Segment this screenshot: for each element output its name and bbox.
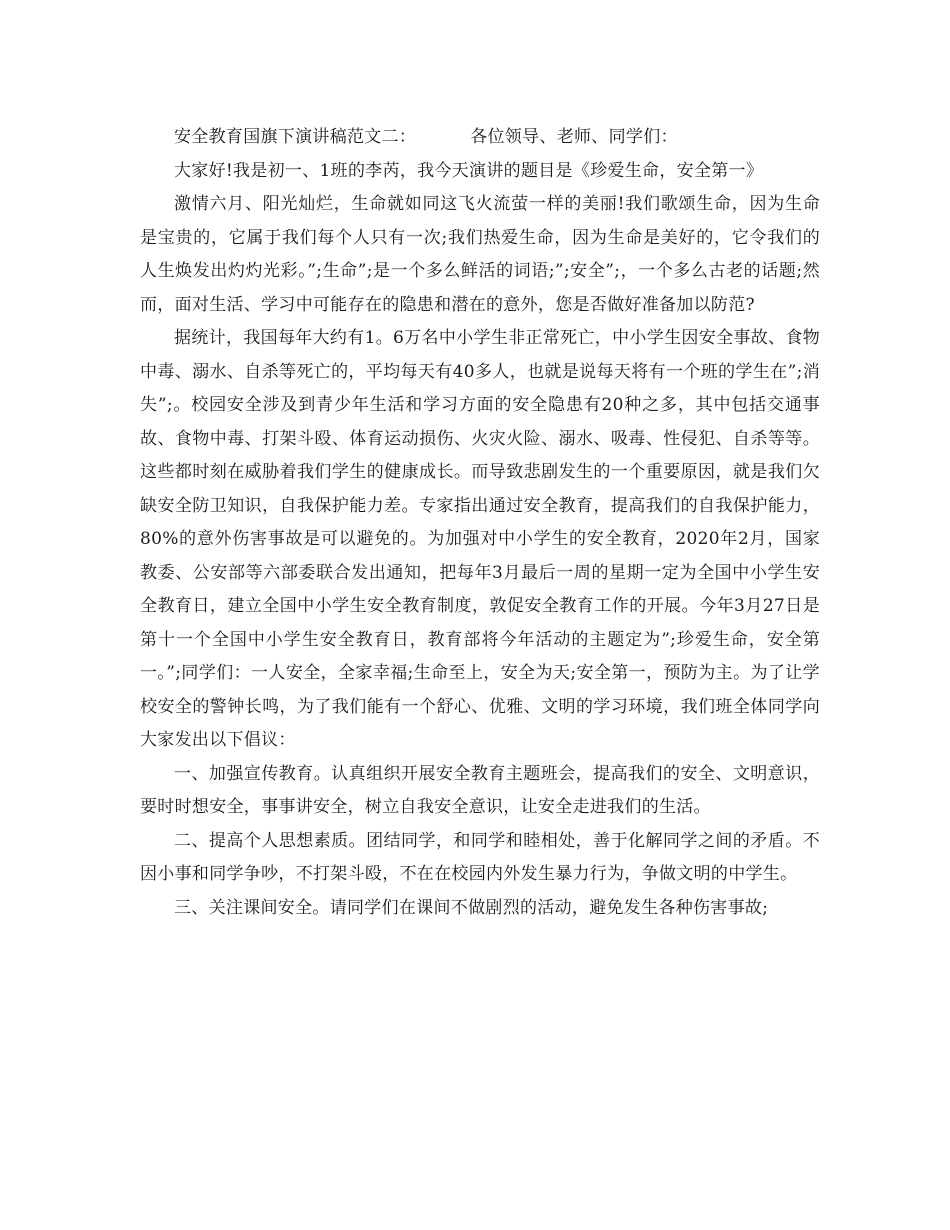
salutation: 各位领导、老师、同学们： xyxy=(470,127,678,147)
paragraph-2: 激情六月、阳光灿烂，生命就如同这飞火流萤一样的美丽!我们歌颂生命，因为生命是宝贵的，它属于我们每个人只有一次;我们热爱生命，因为生命是美好的，它令我们的人生焕发出灼灼光彩。”;生命”;是一个多么鲜活的词语;”;安全”;，一个多么古老的话题;然而，面对生活、学习中可能存在的隐患和潜在的意外，您是否做好准备加以防范? xyxy=(140,194,820,315)
paragraph-4: 一、加强宣传教育。认真组织开展安全教育主题班会，提高我们的安全、文明意识，要时时想安全，事事讲安全，树立自我安全意识，让安全走进我们的生活。 xyxy=(140,763,820,817)
document-body xyxy=(140,121,820,925)
paragraph-1: 大家好!我是初一、1班的李芮，我今天演讲的题目是《珍爱生命，安全第一》 xyxy=(174,160,764,181)
paragraph-3: 据统计，我国每年大约有1。6万名中小学生非正常死亡，中小学生因安全事故、食物中毒、溺水、自杀等死亡的，平均每天有40多人，也就是说每天将有一个班的学生在”;消失”;。校园安全涉及到青少年生活和学习方面的安全隐患有20种之多，其中包括交通事故、食物中毒、打架斗殴、体育运动损伤、火灾火险、溺水、吸毒、性侵犯、自杀等等。这些都时刻在威胁着我们学生的健康成长。而导致悲剧发生的一个重要原因，就是我们欠缺安全防卫知识，自我保护能力差。专家指出通过安全教育，提高我们的自我保护能力，80%的意外伤害事故是可以避免的。为加强对中小学生的安全教育，2020年2月，国家教委、公安部等六部委联合发出通知，把每年3月最后一周的星期一定为全国中小学生安全教育日，建立全国中小学生安全教育制度，敦促安全教育工作的开展。今年3月27日是第十一个全国中小学生安全教育日，教育部将今年活动的主题定为”;珍爱生命，安全第一。”;同学们：一人安全，全家幸福;生命至上，安全为天;安全第一，预防为主。为了让学校安全的警钟长鸣，为了我们能有一个舒心、优雅、文明的学习环境，我们班全体同学向大家发出以下倡议： xyxy=(140,328,820,750)
paragraph-6: 三、关注课间安全。请同学们在课间不做剧烈的活动，避免发生各种伤害事故; xyxy=(174,897,769,918)
document-heading: 安全教育国旗下演讲稿范文二： xyxy=(174,127,417,147)
heading-line xyxy=(140,121,820,155)
paragraph-5: 二、提高个人思想素质。团结同学，和同学和睦相处，善于化解同学之间的矛盾。不因小事和同学争吵，不打架斗殴，不在在校园内外发生暴力行为，争做文明的中学生。 xyxy=(140,830,820,884)
